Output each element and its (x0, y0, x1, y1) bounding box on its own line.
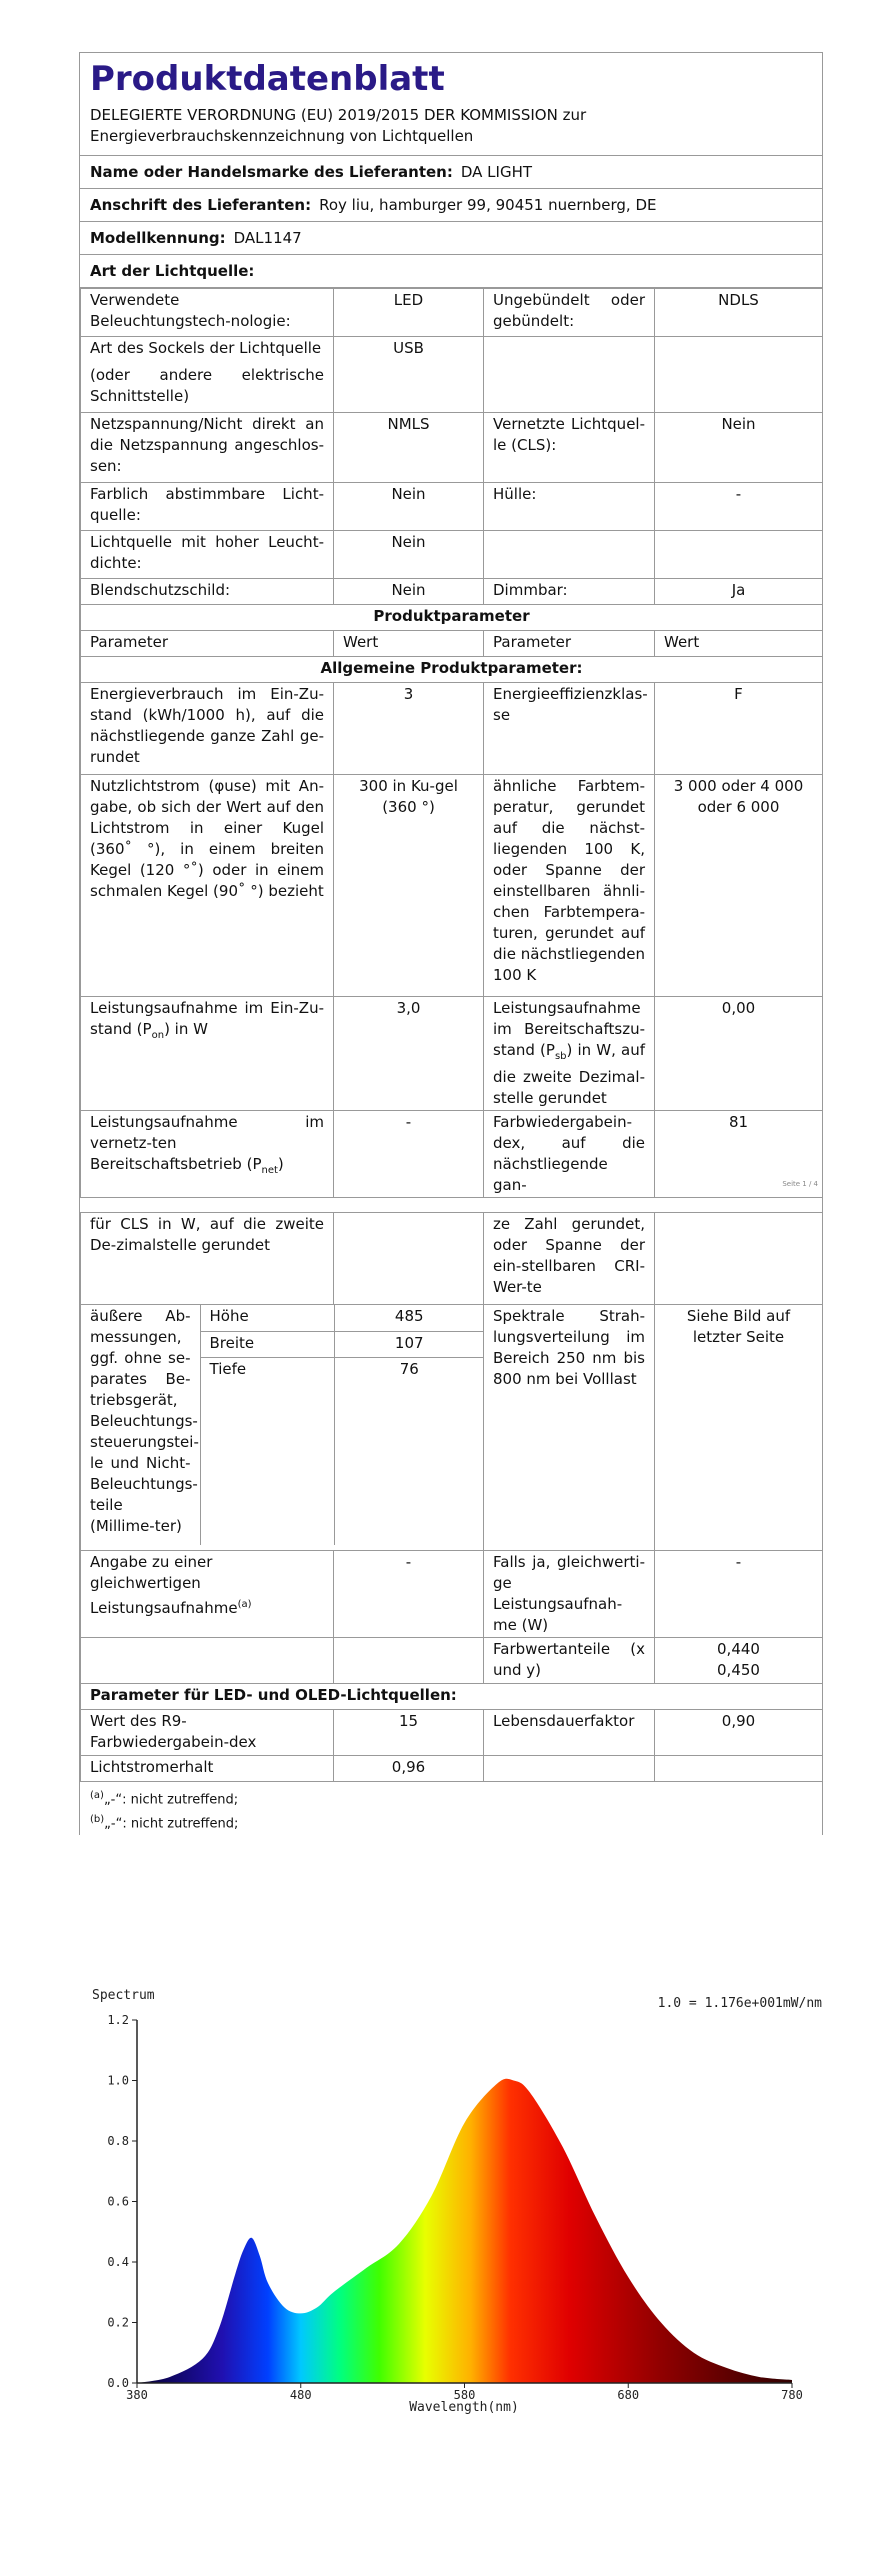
page-title: Produktdatenblatt (90, 59, 445, 99)
table-row (81, 531, 823, 579)
table-row (81, 657, 823, 683)
cap-value: USB (334, 337, 484, 413)
y-ticks (107, 2013, 137, 2390)
table-row (81, 1756, 823, 1782)
mains-value: NMLS (334, 413, 484, 483)
col-param-header: Parameter (81, 631, 334, 657)
spd-label: Spektrale Strah-lungsverteilung im Bereich 250 nm bis 800 nm bei Volllast (484, 1305, 655, 1551)
efficiency-class-label: Energieeffizienzklas-se (484, 683, 655, 775)
y-tick-label: 0.0 (107, 2376, 129, 2390)
light-source-type-row (80, 255, 822, 288)
standby-power-value: 0,00 (655, 997, 823, 1111)
cri-label: Farbwiedergabein-dex, auf die nächstliegende gan- (484, 1111, 655, 1198)
footnote-a-ref: (a) (237, 1599, 252, 1610)
x-axis-label: Wavelength(nm) (409, 2400, 519, 2415)
table-row (81, 579, 823, 605)
footnote-b (80, 1810, 822, 1834)
chromaticity-value (655, 1638, 823, 1684)
x-tick-label: 780 (781, 2388, 803, 2402)
net-subscript: net (261, 1165, 278, 1176)
high-luminance-label: Lichtquelle mit hoher Leucht-dichte: (81, 531, 334, 579)
mains-label: Netzspannung/Nicht direkt an die Netzspannung angeschlos-sen: (81, 413, 334, 483)
energy-consumption-label: Energieverbrauch im Ein-Zu-stand (kWh/1000 h), auf die nächstliegende ganze Zahl ge-rundet (81, 683, 334, 775)
equiv-power-value: - (334, 1551, 484, 1638)
dimensions-cell (81, 1305, 484, 1551)
survival-value: 0,90 (655, 1710, 823, 1756)
x-tick-label: 380 (126, 2388, 148, 2402)
empty-cell (655, 337, 823, 413)
supplier-name-label: Name oder Handelsmarke des Lieferanten: (90, 163, 453, 181)
cap-label (81, 337, 334, 413)
col-value-header: Wert (655, 631, 823, 657)
width-value: 107 (334, 1331, 484, 1357)
cls-value: Nein (655, 413, 823, 483)
tech-value: LED (334, 289, 484, 337)
supplier-name: DA LIGHT (460, 163, 533, 181)
empty-cell (655, 1213, 823, 1305)
empty-cell (81, 1638, 334, 1684)
on-power-label (81, 997, 334, 1111)
main-table (80, 288, 823, 1782)
r9-value: 15 (334, 1710, 484, 1756)
y-tick-label: 1.2 (107, 2013, 129, 2027)
table-row (81, 631, 823, 657)
cap-label-b: (oder andere elektrische Schnittstelle) (90, 366, 324, 405)
page-break (81, 1198, 823, 1213)
chromaticity-x: 0,440 (717, 1640, 760, 1658)
y-tick-label: 0.4 (107, 2255, 129, 2269)
height-value: 485 (334, 1305, 484, 1331)
product-params-header: Produktparameter (81, 605, 823, 631)
table-row (81, 337, 823, 413)
chromaticity-y: 0,450 (717, 1661, 760, 1679)
footnote-a (80, 1786, 822, 1810)
empty-cell (484, 337, 655, 413)
empty-cell (334, 1213, 484, 1305)
cri-label-cont: ze Zahl gerundet, oder Spanne der ein-stellbaren CRI-Wer-te (484, 1213, 655, 1305)
table-row (81, 1213, 823, 1305)
directional-label: Ungebündelt oder gebündelt: (484, 289, 655, 337)
y-tick-label: 1.0 (107, 2073, 129, 2088)
networked-standby-label-cont: für CLS in W, auf die zweite De-zimalstelle gerundet (81, 1213, 334, 1305)
standby-label-tail: ) in W, auf die zweite Dezimal-stelle gerundet (493, 1041, 645, 1107)
table-row (81, 683, 823, 775)
datasheet (79, 52, 823, 1835)
cri-value: 81 (655, 1111, 823, 1198)
x-tick-label: 580 (453, 2388, 476, 2402)
footnote-b-text: „-“: nicht zutreffend; (104, 1816, 239, 1832)
depth-value: 76 (334, 1357, 484, 1545)
empty-cell (334, 1638, 484, 1684)
spd-value: Siehe Bild auf letzter Seite (655, 1305, 823, 1551)
tech-label: Verwendete Beleuchtungstech-nologie: (81, 289, 334, 337)
x-tick-label: 680 (617, 2388, 640, 2402)
subtitle-line-1: DELEGIERTE VERORDNUNG (EU) 2019/2015 DER KOMMISSION zur (90, 106, 587, 124)
net-label-text: Leistungsaufnahme im vernetz-ten Bereitschaftsbetrieb (P (90, 1113, 324, 1173)
y-tick-label: 0.2 (107, 2315, 129, 2330)
depth-label: Tiefe (200, 1357, 334, 1545)
model-label: Modellkennung: (90, 229, 226, 247)
lumen-maint-value: 0,96 (334, 1756, 484, 1782)
footnote-a-text: „-“: nicht zutreffend; (103, 1792, 239, 1808)
anti-glare-label: Blendschutzschild: (81, 579, 334, 605)
col-param-header: Parameter (484, 631, 655, 657)
luminous-flux-label: Nutzlichtstrom (φuse) mit An-gabe, ob sich der Wert auf den Lichtstrom in einer Kugel (360˚ °), in einem breiten Kegel (120 °˚) oder in einem schmalen Kegel (90˚ °) bezieht (81, 775, 334, 997)
footnote-b-mark: (b) (90, 1814, 105, 1826)
sb-subscript: sb (554, 1051, 567, 1062)
cct-value: 3 000 oder 4 000 oder 6 000 (655, 775, 823, 997)
y-tick-label: 0.6 (107, 2194, 129, 2209)
dimensions-label: äußere Ab-messungen, ggf. ohne se-parates Be-triebsgerät, Beleuchtungs-steuerungstei-le und Nicht-Beleuchtungs-teile (Millime-ter) (81, 1305, 200, 1545)
high-luminance-value: Nein (334, 531, 484, 579)
empty-cell (655, 1756, 823, 1782)
on-power-value: 3,0 (334, 997, 484, 1111)
y-tick-label: 0.8 (107, 2134, 129, 2148)
footnote-a-mark: (a) (90, 1790, 104, 1801)
supplier-address: Roy liu, hamburger 99, 90451 nuernberg, DE (319, 196, 657, 214)
empty-cell (655, 531, 823, 579)
luminous-flux-value: 300 in Ku-gel (360 °) (334, 775, 484, 997)
dimensions-table (81, 1305, 484, 1545)
supplier-address-label: Anschrift des Lieferanten: (90, 196, 312, 214)
supplier-name-row (80, 156, 822, 189)
page-break-row (81, 1198, 823, 1213)
empty-cell (484, 1756, 655, 1782)
col-value-header: Wert (334, 631, 484, 657)
net-label-tail: ) (277, 1155, 284, 1173)
standby-label-text: Leistungsaufnahme im Bereitschaftszu-stand (P (493, 999, 645, 1059)
directional-value: NDLS (655, 289, 823, 337)
tunable-value: Nein (334, 483, 484, 531)
equiv-power-label-text: Angabe zu einer gleichwertigen Leistungsaufnahme (90, 1553, 238, 1617)
envelope-label: Hülle: (484, 483, 655, 531)
equiv-if-value: - (655, 1551, 823, 1638)
chromaticity-label: Farbwertanteile (x und y) (484, 1638, 655, 1684)
width-label: Breite (200, 1331, 334, 1357)
lumen-maint-label: Lichtstromerhalt (81, 1756, 334, 1782)
regulation-subtitle (80, 101, 822, 156)
table-row (81, 1638, 823, 1684)
table-row (81, 413, 823, 483)
page-marker: Seite 1 / 4 (782, 1180, 818, 1188)
table-row (81, 1710, 823, 1756)
general-params-header: Allgemeine Produktparameter: (81, 657, 823, 683)
table-row (81, 1111, 823, 1198)
table-row (81, 1684, 823, 1710)
chart-title: Spectrum (92, 1988, 155, 2003)
table-row (81, 1305, 823, 1551)
table-row (81, 1551, 823, 1638)
x-tick-label: 480 (289, 2388, 312, 2402)
anti-glare-value: Nein (334, 579, 484, 605)
energy-consumption-value: 3 (334, 683, 484, 775)
networked-standby-value: - (334, 1111, 484, 1198)
envelope-value: - (655, 483, 823, 531)
equiv-if-label: Falls ja, gleichwerti-ge Leistungsaufnah-me (W) (484, 1551, 655, 1638)
r9-label: Wert des R9-Farbwiedergabein-dex (81, 1710, 334, 1756)
subtitle-line-2: Energieverbrauchskennzeichnung von Lichtquellen (90, 127, 474, 145)
light-source-type-label: Art der Lichtquelle: (90, 262, 255, 280)
table-row (81, 775, 823, 997)
dimmable-label: Dimmbar: (484, 579, 655, 605)
survival-label: Lebensdauerfaktor (484, 1710, 655, 1756)
empty-cell (484, 531, 655, 579)
supplier-address-row (80, 189, 822, 222)
spectrum-area (137, 2079, 792, 2383)
height-label: Höhe (200, 1305, 334, 1331)
on-power-label-tail: ) in W (164, 1020, 208, 1038)
tunable-label: Farblich abstimmbare Licht-quelle: (81, 483, 334, 531)
equiv-power-label (81, 1551, 334, 1638)
cls-label: Vernetzte Lichtquel-le (CLS): (484, 413, 655, 483)
table-row (81, 997, 823, 1111)
on-power-label-text: Leistungsaufnahme im Ein-Zu-stand (P (90, 999, 324, 1038)
networked-standby-label (81, 1111, 334, 1198)
spectrum-chart (0, 1985, 896, 2435)
model-row (80, 222, 822, 255)
model-id: DAL1147 (233, 229, 302, 247)
chart-annotation: 1.0 = 1.176e+001mW/nm (657, 1996, 822, 2011)
table-row (81, 483, 823, 531)
led-params-header: Parameter für LED- und OLED-Lichtquellen: (81, 1684, 823, 1710)
table-row (81, 605, 823, 631)
dimmable-value: Ja (655, 579, 823, 605)
footnotes (80, 1782, 822, 1835)
cct-label: ähnliche Farbtem-peratur, gerundet auf die nächst-liegenden 100 K, oder Spanne der einstellbaren ähnli-chen Farbtempera-turen, gerundet auf die nächstliegenden 100 K (484, 775, 655, 997)
table-row (81, 289, 823, 337)
standby-power-label (484, 997, 655, 1111)
efficiency-class-value: F (655, 683, 823, 775)
cap-label-a: Art des Sockels der Lichtquelle (90, 339, 322, 357)
on-subscript: on (151, 1030, 165, 1041)
